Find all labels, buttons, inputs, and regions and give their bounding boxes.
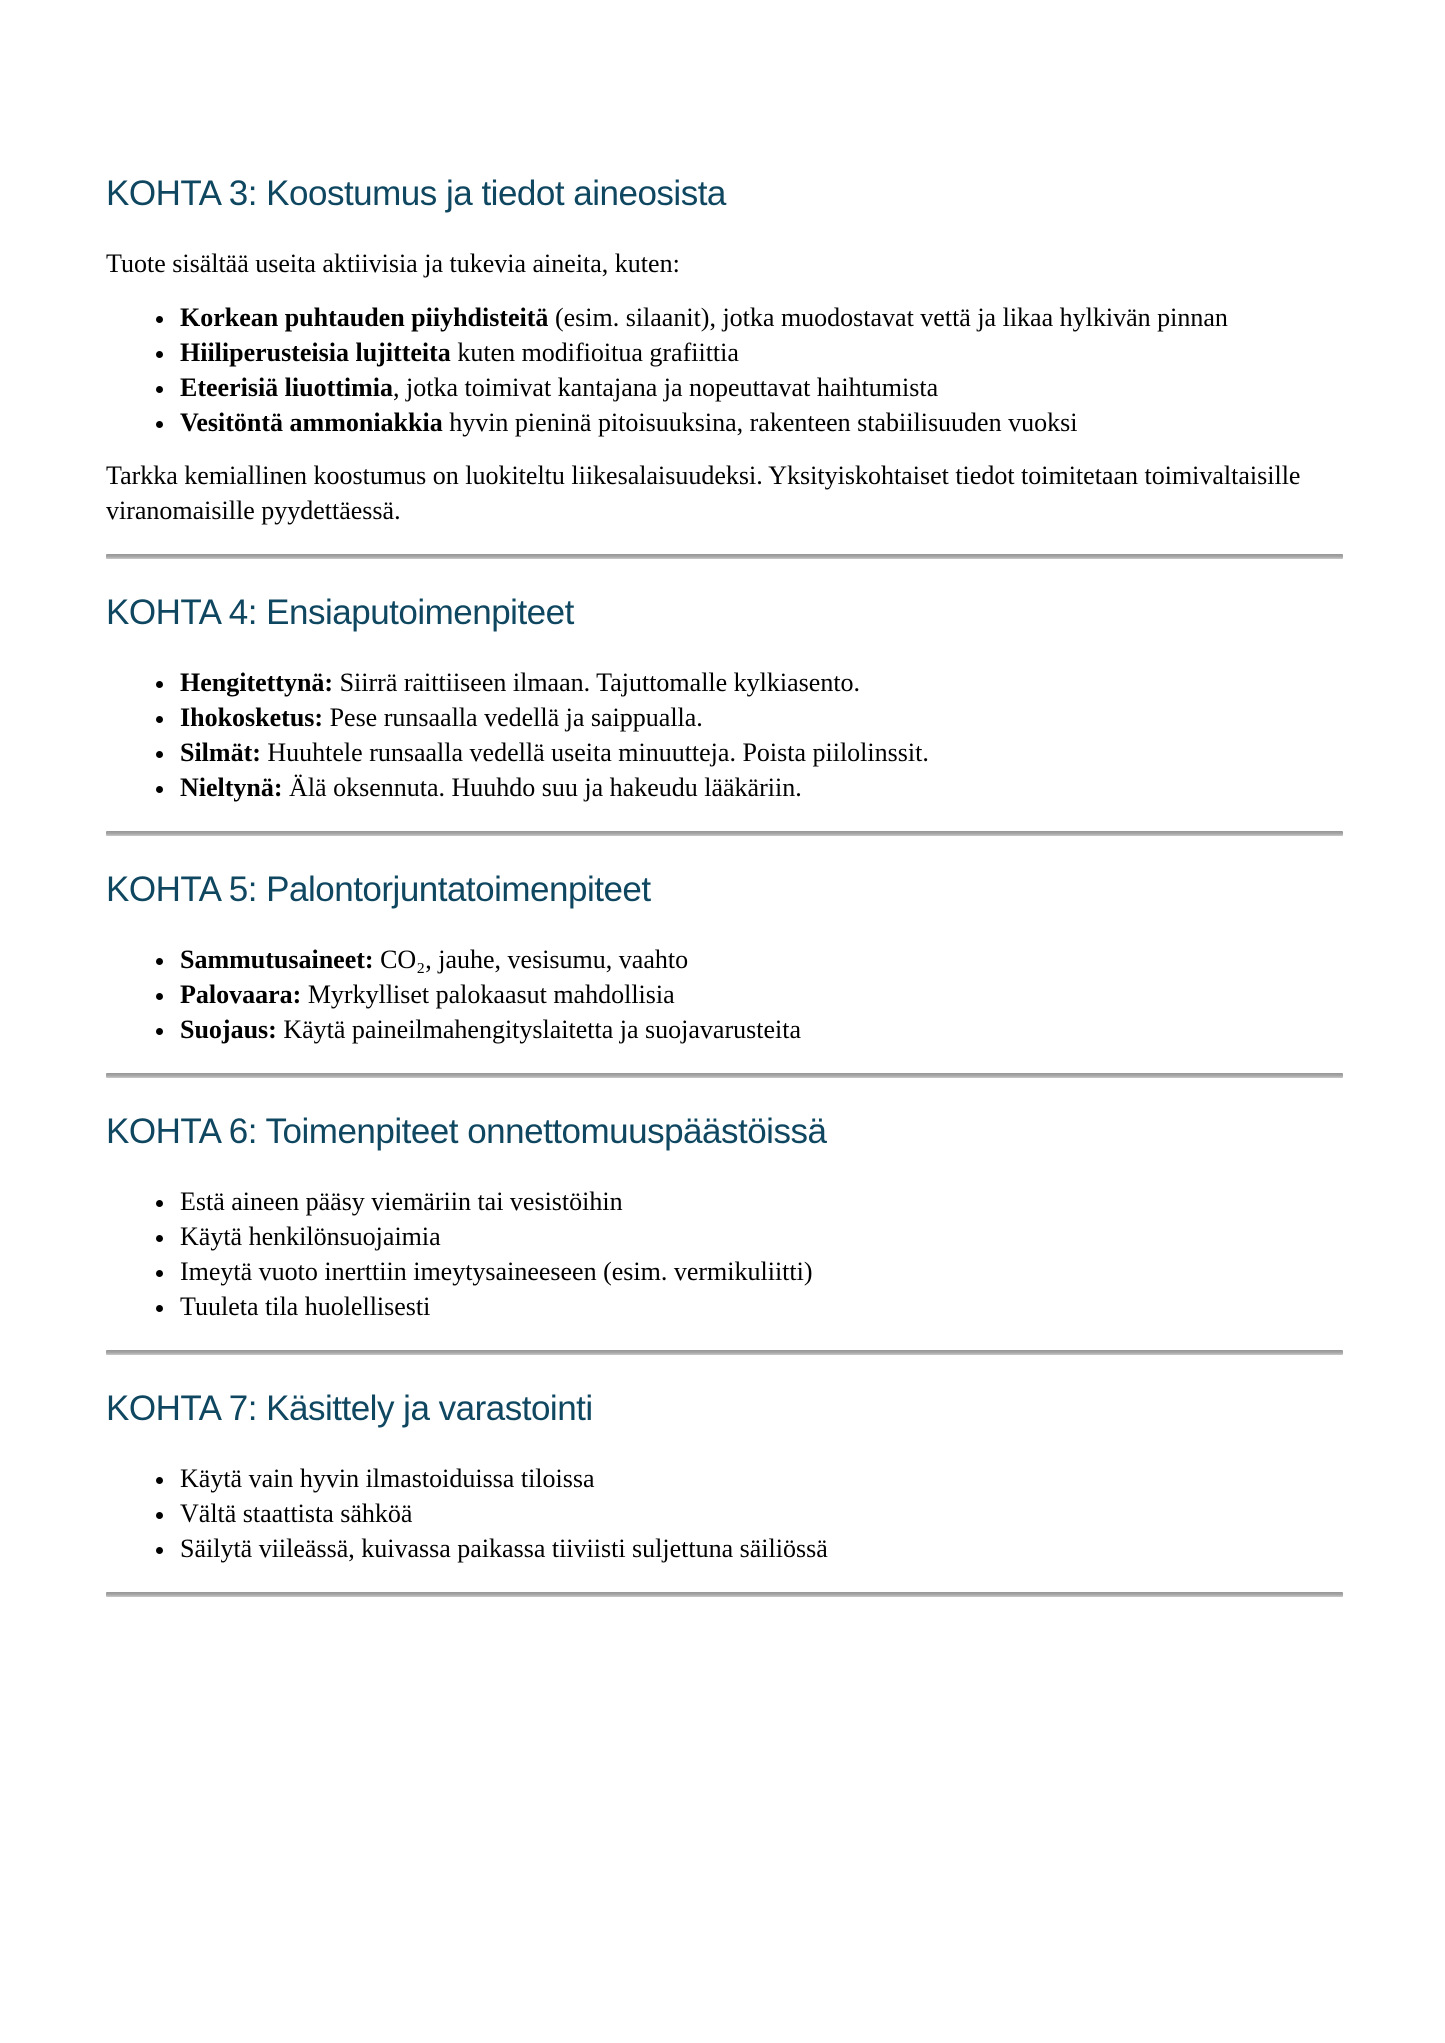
list-item [176, 735, 1343, 770]
list-item [176, 1012, 1343, 1047]
list-item [176, 405, 1343, 440]
bullet-text: Käytä henkilönsuojaimia [180, 1222, 441, 1251]
section-heading: KOHTA 6: Toimenpiteet onnettomuuspäästöissä [106, 1112, 827, 1151]
bullet-lead: Ihokosketus: [180, 703, 324, 732]
section-kohta-6 [106, 1110, 1343, 1355]
list-item [176, 1531, 1343, 1566]
list-item [176, 700, 1343, 735]
section-divider [106, 1592, 1343, 1597]
bullet-text: Käytä paineilmahengityslaitetta ja suojavarusteita [276, 1015, 801, 1044]
bullet-text: Huuhtele runsaalla vedellä useita minuutteja. Poista piilolinssit. [260, 738, 929, 767]
bullet-text: Käytä vain hyvin ilmastoiduissa tiloissa [180, 1464, 595, 1493]
bullet-text: (esim. silaanit), jotka muodostavat vettä ja likaa hylkivän pinnan [548, 303, 1228, 332]
bullet-text: CO₂, jauhe, vesisumu, vaahto [373, 945, 689, 974]
bullet-text: Siirrä raittiiseen ilmaan. Tajuttomalle kylkiasento. [333, 668, 861, 697]
bullet-text: Pese runsaalla vedellä ja saippualla. [323, 703, 703, 732]
bullet-text: Estä aineen pääsy viemäriin tai vesistöihin [180, 1187, 623, 1216]
bullet-lead: Vesitöntä ammoniakkia [180, 408, 443, 437]
section-divider [106, 554, 1343, 559]
bullet-text: Älä oksennuta. Huuhdo suu ja hakeudu lääkäriin. [282, 773, 802, 802]
section-heading: KOHTA 4: Ensiaputoimenpiteet [106, 593, 574, 632]
list-item [176, 1289, 1343, 1324]
bullet-lead: Palovaara: [180, 980, 302, 1009]
bullet-lead: Eteerisiä liuottimia [180, 373, 394, 402]
list-item [176, 1184, 1343, 1219]
bullet-text: Imeytä vuoto inerttiin imeytysaineeseen (esim. vermikuliitti) [180, 1257, 813, 1286]
list-item [176, 942, 1343, 977]
bullet-lead: Silmät: [180, 738, 261, 767]
bullet-lead: Korkean puhtauden piiyhdisteitä [180, 303, 549, 332]
bullet-lead: Hiiliperusteisia lujitteita [180, 338, 451, 367]
bullet-text: Tuuleta tila huolellisesti [180, 1292, 431, 1321]
list-item [176, 1219, 1343, 1254]
bullet-text: kuten modifioitua grafiittia [450, 338, 739, 367]
list-item [176, 300, 1343, 335]
bullet-lead: Suojaus: [180, 1015, 277, 1044]
bullet-list [106, 300, 1343, 440]
section-divider [106, 1073, 1343, 1078]
bullet-list [106, 942, 1343, 1047]
section-heading: KOHTA 7: Käsittely ja varastointi [106, 1389, 593, 1428]
section-kohta-7 [106, 1387, 1343, 1597]
section-heading: KOHTA 5: Palontorjuntatoimenpiteet [106, 870, 651, 909]
outro-paragraph: Tarkka kemiallinen koostumus on luokiteltu liikesalaisuudeksi. Yksityiskohtaiset tiedot toimitetaan toimivaltaisille viranomaisille pyydettäessä. [106, 461, 1301, 525]
list-item [176, 1496, 1343, 1531]
bullet-text: , jotka toimivat kantajana ja nopeuttavat haihtumista [393, 373, 939, 402]
list-item [176, 1254, 1343, 1289]
bullet-text: Vältä staattista sähköä [180, 1499, 413, 1528]
section-kohta-5 [106, 868, 1343, 1078]
section-divider [106, 1350, 1343, 1355]
bullet-text: Myrkylliset palokaasut mahdollisia [301, 980, 675, 1009]
bullet-list [106, 1184, 1343, 1324]
bullet-lead: Sammutusaineet: [180, 945, 374, 974]
list-item [176, 335, 1343, 370]
list-item [176, 370, 1343, 405]
bullet-lead: Hengitettynä: [180, 668, 334, 697]
section-kohta-4 [106, 591, 1343, 836]
bullet-lead: Nieltynä: [180, 773, 283, 802]
section-kohta-3 [106, 172, 1343, 559]
list-item [176, 770, 1343, 805]
bullet-text: Säilytä viileässä, kuivassa paikassa tiiviisti suljettuna säiliössä [180, 1534, 828, 1563]
section-divider [106, 831, 1343, 836]
bullet-list [106, 665, 1343, 805]
intro-paragraph: Tuote sisältää useita aktiivisia ja tukevia aineita, kuten: [106, 249, 680, 278]
bullet-text: hyvin pieninä pitoisuuksina, rakenteen stabiilisuuden vuoksi [442, 408, 1078, 437]
bullet-list [106, 1461, 1343, 1566]
list-item [176, 665, 1343, 700]
list-item [176, 1461, 1343, 1496]
list-item [176, 977, 1343, 1012]
section-heading: KOHTA 3: Koostumus ja tiedot aineosista [106, 174, 726, 213]
